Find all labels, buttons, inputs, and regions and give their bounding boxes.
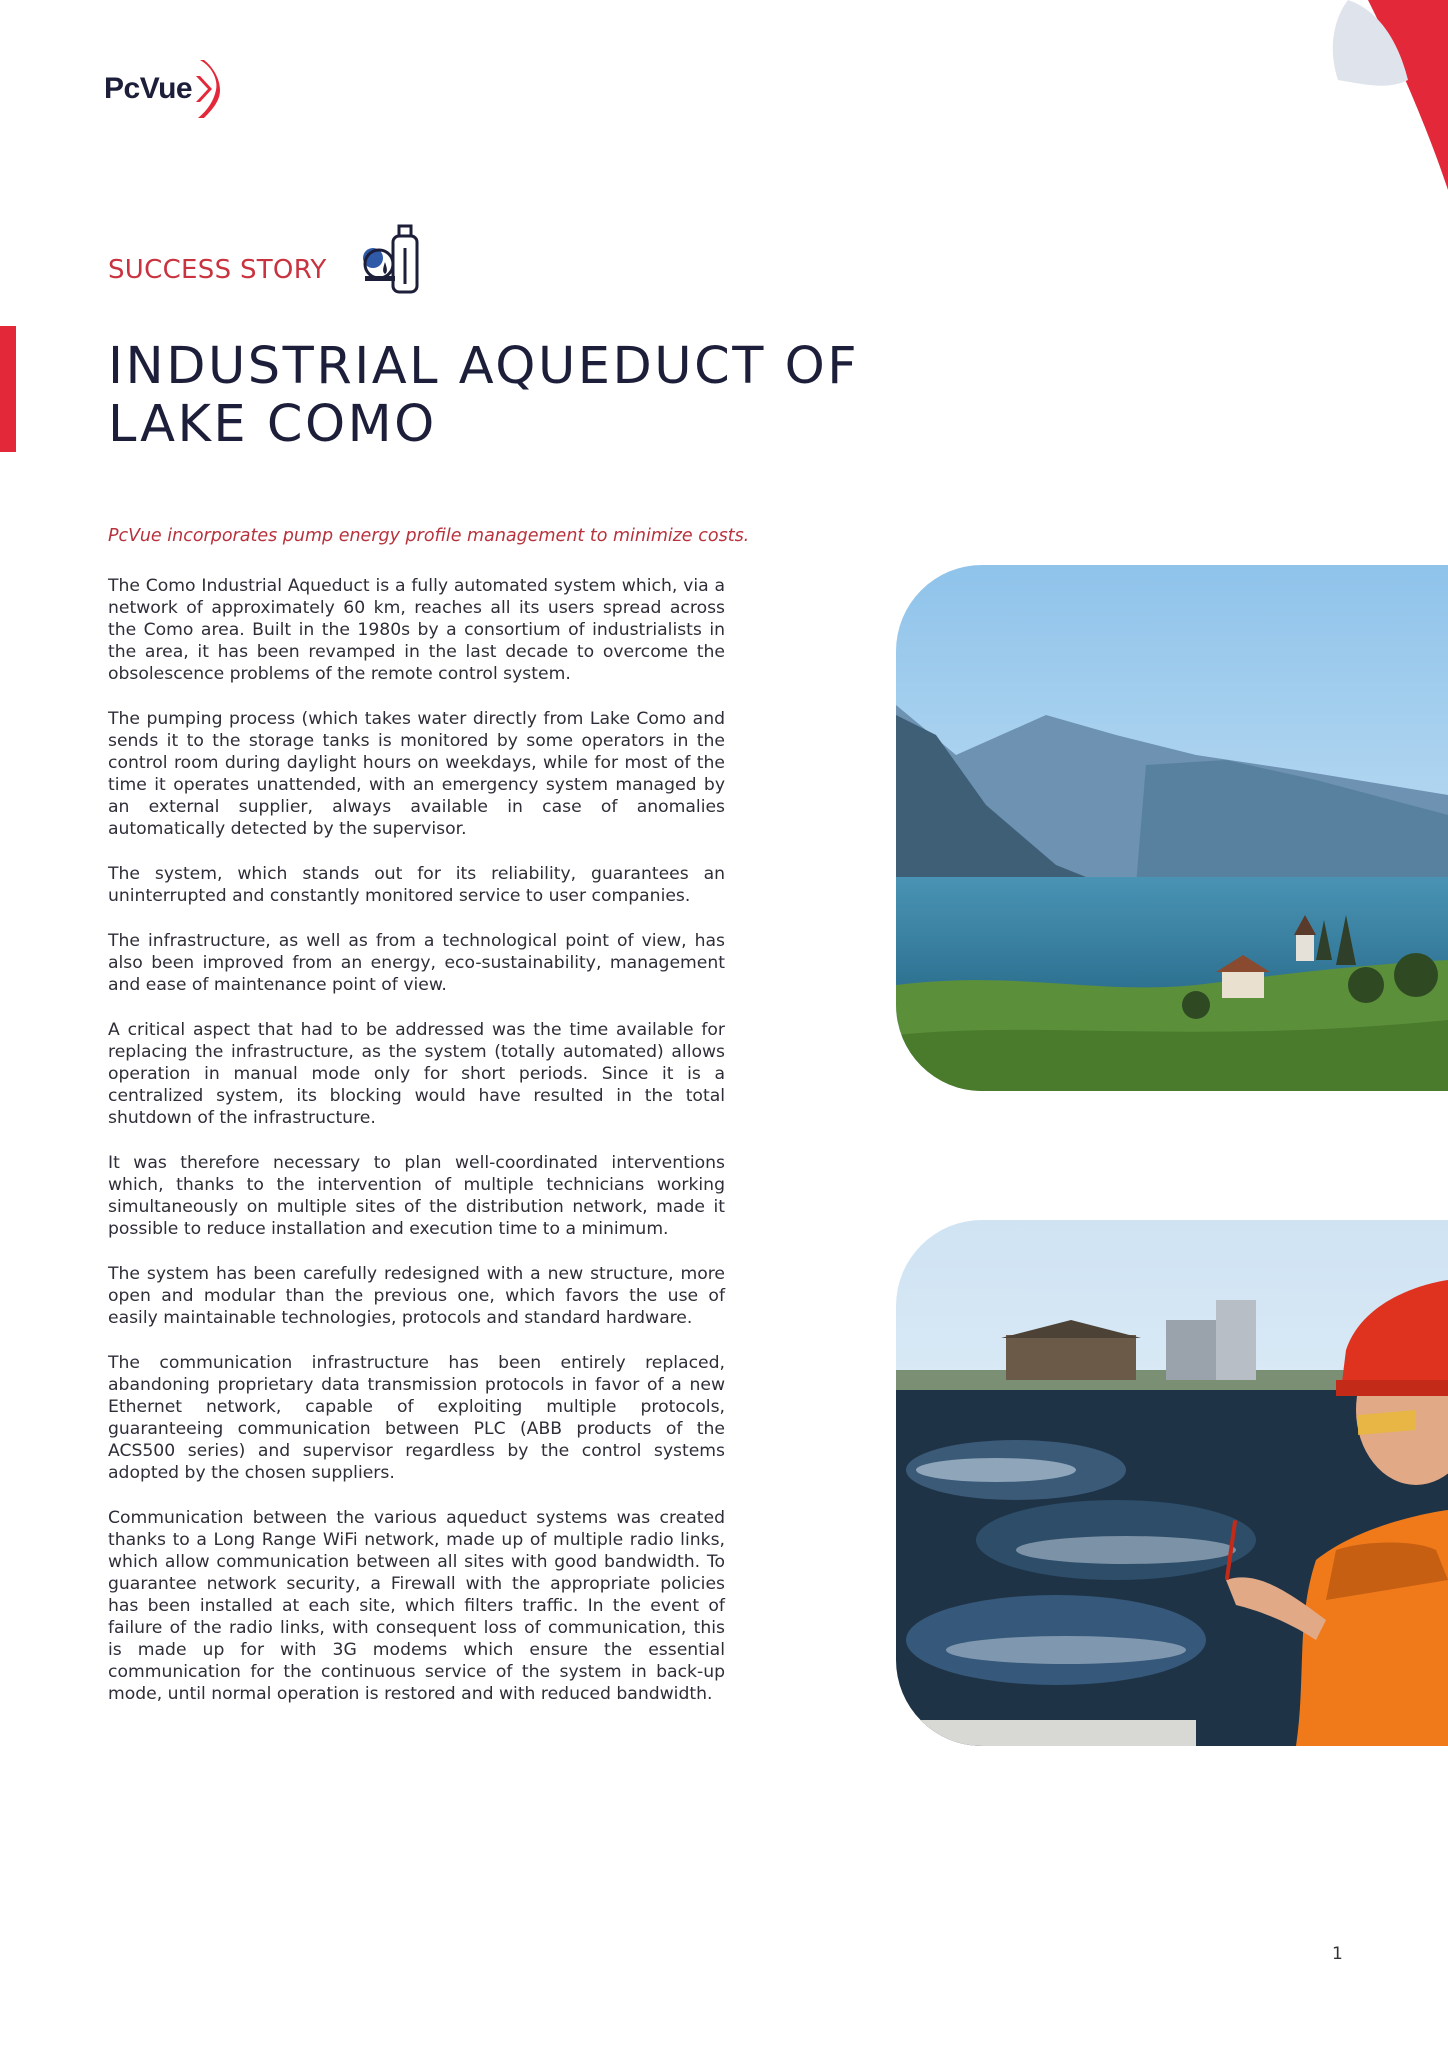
paragraph-8: The communication infrastructure has been entirely replaced, abandoning proprietary data transmission protocols in favor of a new Ethernet network, capable of exploiting multiple protocols, guaranteeing communication between PLC (ABB products of the ACS500 series) and supervisor regardless by the control systems adopted by the chosen suppliers.	[108, 1353, 725, 1483]
body-text	[108, 575, 725, 1728]
pcvue-logo	[104, 58, 220, 120]
page-title	[108, 338, 859, 454]
paragraph-1: The Como Industrial Aqueduct is a fully automated system which, via a network of approximately 60 km, reaches all its users spread across the Como area. Built in the 1980s by a consortium of industrialists in the area, it has been revamped in the last decade to overcome the obsolescence problems of the remote control system.	[108, 576, 725, 684]
logo-text: PcVue	[104, 72, 193, 105]
page-number: 1	[1332, 1944, 1343, 1964]
lake-photo	[896, 565, 1448, 1091]
paragraph-9: Communication between the various aqueduct systems was created thanks to a Long Range WiFi network, made up of multiple radio links, which allow communication between all sites with good bandwidth. To guarantee network security, a Firewall with the appropriate policies has been installed at each site, which filters traffic. In the event of failure of the radio links, with consequent loss of communication, this is made up for with 3G modems which ensure the essential communication for the continuous service of the system in back-up mode, until normal operation is restored and with reduced bandwidth.	[108, 1508, 725, 1704]
paragraph-5: A critical aspect that had to be addressed was the time available for replacing the infrastructure, as the system (totally automated) allows operation in manual mode only for short periods. Since it is a centralized system, its blocking would have resulted in the total shutdown of the infrastructure.	[108, 1020, 725, 1128]
paragraph-3: The system, which stands out for its reliability, guarantees an uninterrupted and constantly monitored service to user companies.	[108, 864, 725, 906]
title-line-2: LAKE COMO	[108, 395, 437, 454]
paragraph-6: It was therefore necessary to plan well-coordinated interventions which, thanks to the intervention of multiple technicians working simultaneously on multiple sites of the distribution network, made it possible to reduce installation and execution time to a minimum.	[108, 1153, 725, 1239]
paragraph-7: The system has been carefully redesigned with a new structure, more open and modular than the previous one, which favors the use of easily maintainable technologies, protocols and standard hardware.	[108, 1264, 725, 1328]
corner-decoration	[1288, 0, 1448, 200]
accent-bar	[0, 326, 16, 452]
paragraph-2: The pumping process (which takes water directly from Lake Como and sends it to the storage tanks is monitored by some operators in the control room during daylight hours on weekdays, while for most of the time it operates unattended, with an emergency system managed by an external supplier, always available in case of anomalies automatically detected by the supervisor.	[108, 709, 725, 839]
intro-tagline: PcVue incorporates pump energy profile management to minimize costs.	[108, 526, 750, 546]
logo-chevron-icon	[194, 58, 220, 120]
title-line-1: INDUSTRIAL AQUEDUCT OF	[108, 337, 860, 396]
paragraph-4: The infrastructure, as well as from a technological point of view, has also been improved from an energy, eco-sustainability, management and ease of maintenance point of view.	[108, 931, 725, 995]
water-tank-icon	[355, 218, 435, 298]
section-kicker: SUCCESS STORY	[108, 255, 327, 285]
plant-photo	[896, 1220, 1448, 1746]
